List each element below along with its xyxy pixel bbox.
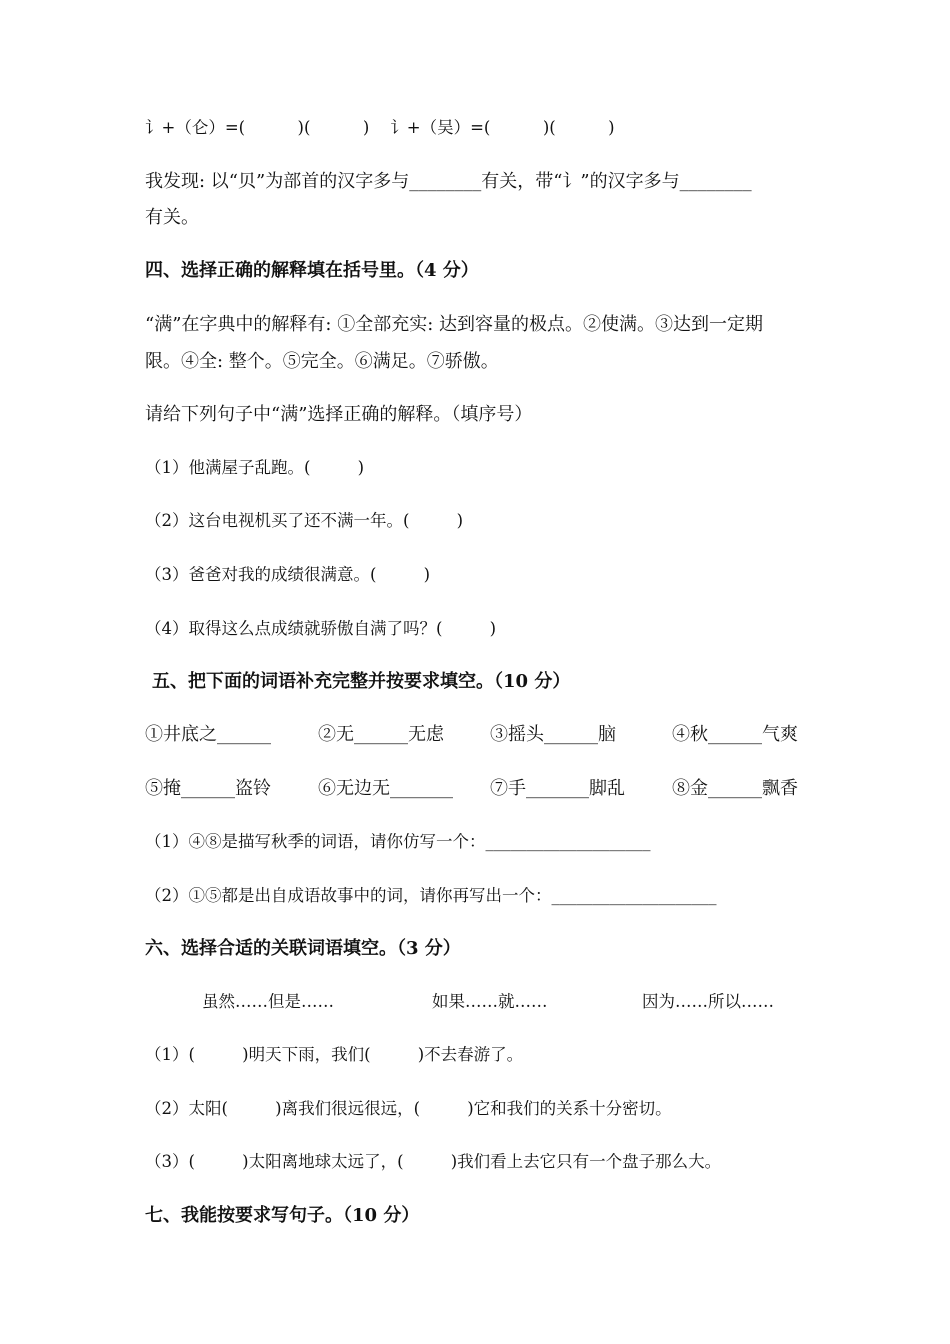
question-item: （4）取得这么点成绩就骄傲自满了吗？( ) xyxy=(145,619,497,638)
idiom-blank-7: ⑦手_______脚乱 xyxy=(490,778,625,799)
idiom-blank-8: ⑧金______飘香 xyxy=(672,778,798,799)
conjunction-option: 如果……就…… xyxy=(432,992,548,1011)
idiom-blank-1: ①井底之______ xyxy=(145,724,271,745)
idiom-blank-5: ⑤掩______盗铃 xyxy=(145,778,271,799)
fill-in-item: （2）太阳( )离我们很远很远，( )它和我们的关系十分密切。 xyxy=(145,1099,672,1118)
idiom-blank-2: ②无______无虑 xyxy=(318,724,444,745)
idiom-blank-6: ⑥无边无_______ xyxy=(318,778,453,799)
conjunction-option: 虽然……但是…… xyxy=(202,992,334,1011)
section-4-heading: 四、选择正确的解释填在括号里。（4 分） xyxy=(145,260,479,281)
fill-in-item: （1）( )明天下雨，我们( )不去春游了。 xyxy=(145,1045,524,1064)
section-5-question-1: （1）④⑧是描写秋季的词语，请你仿写一个：____________________ xyxy=(145,832,651,851)
question-item: （1）他满屋子乱跑。( ) xyxy=(145,458,365,477)
section-5-question-2: （2）①⑤都是出自成语故事中的词，请你再写出一个：____________________ xyxy=(145,886,717,905)
idiom-blank-3: ③摇头______脑 xyxy=(490,724,616,745)
conjunction-option: 因为……所以…… xyxy=(642,992,774,1011)
section-7-heading: 七、我能按要求写句子。（10 分） xyxy=(145,1205,420,1226)
definition-text-line-1: “满”在字典中的解释有: ①全部充实: 达到容量的极点。②使满。③达到一定期 xyxy=(145,314,763,335)
section-4-instruction: 请给下列句子中“满”选择正确的解释。（填序号） xyxy=(145,404,533,425)
discovery-sentence: 我发现: 以“贝”为部首的汉字多与________有关，带“讠”的汉字多与________ xyxy=(145,171,752,192)
section-6-heading: 六、选择合适的关联词语填空。（3 分） xyxy=(145,938,461,959)
idiom-blank-4: ④秋______气爽 xyxy=(672,724,798,745)
section-5-heading: 五、把下面的词语补充完整并按要求填空。（10 分） xyxy=(152,671,571,692)
question-item: （3）爸爸对我的成绩很满意。( ) xyxy=(145,565,431,584)
fill-in-item: （3）( )太阳离地球太远了，( )我们看上去它只有一个盘子那么大。 xyxy=(145,1152,722,1171)
question-item: （2）这台电视机买了还不满一年。( ) xyxy=(145,511,464,530)
discovery-sentence-end: 有关。 xyxy=(145,207,199,228)
definition-text-line-2: 限。④全: 整个。⑤完全。⑥满足。⑦骄傲。 xyxy=(145,351,499,372)
radical-combination-line: 讠+（仑）=( )( ) 讠+（吴）=( )( ) xyxy=(145,118,615,137)
